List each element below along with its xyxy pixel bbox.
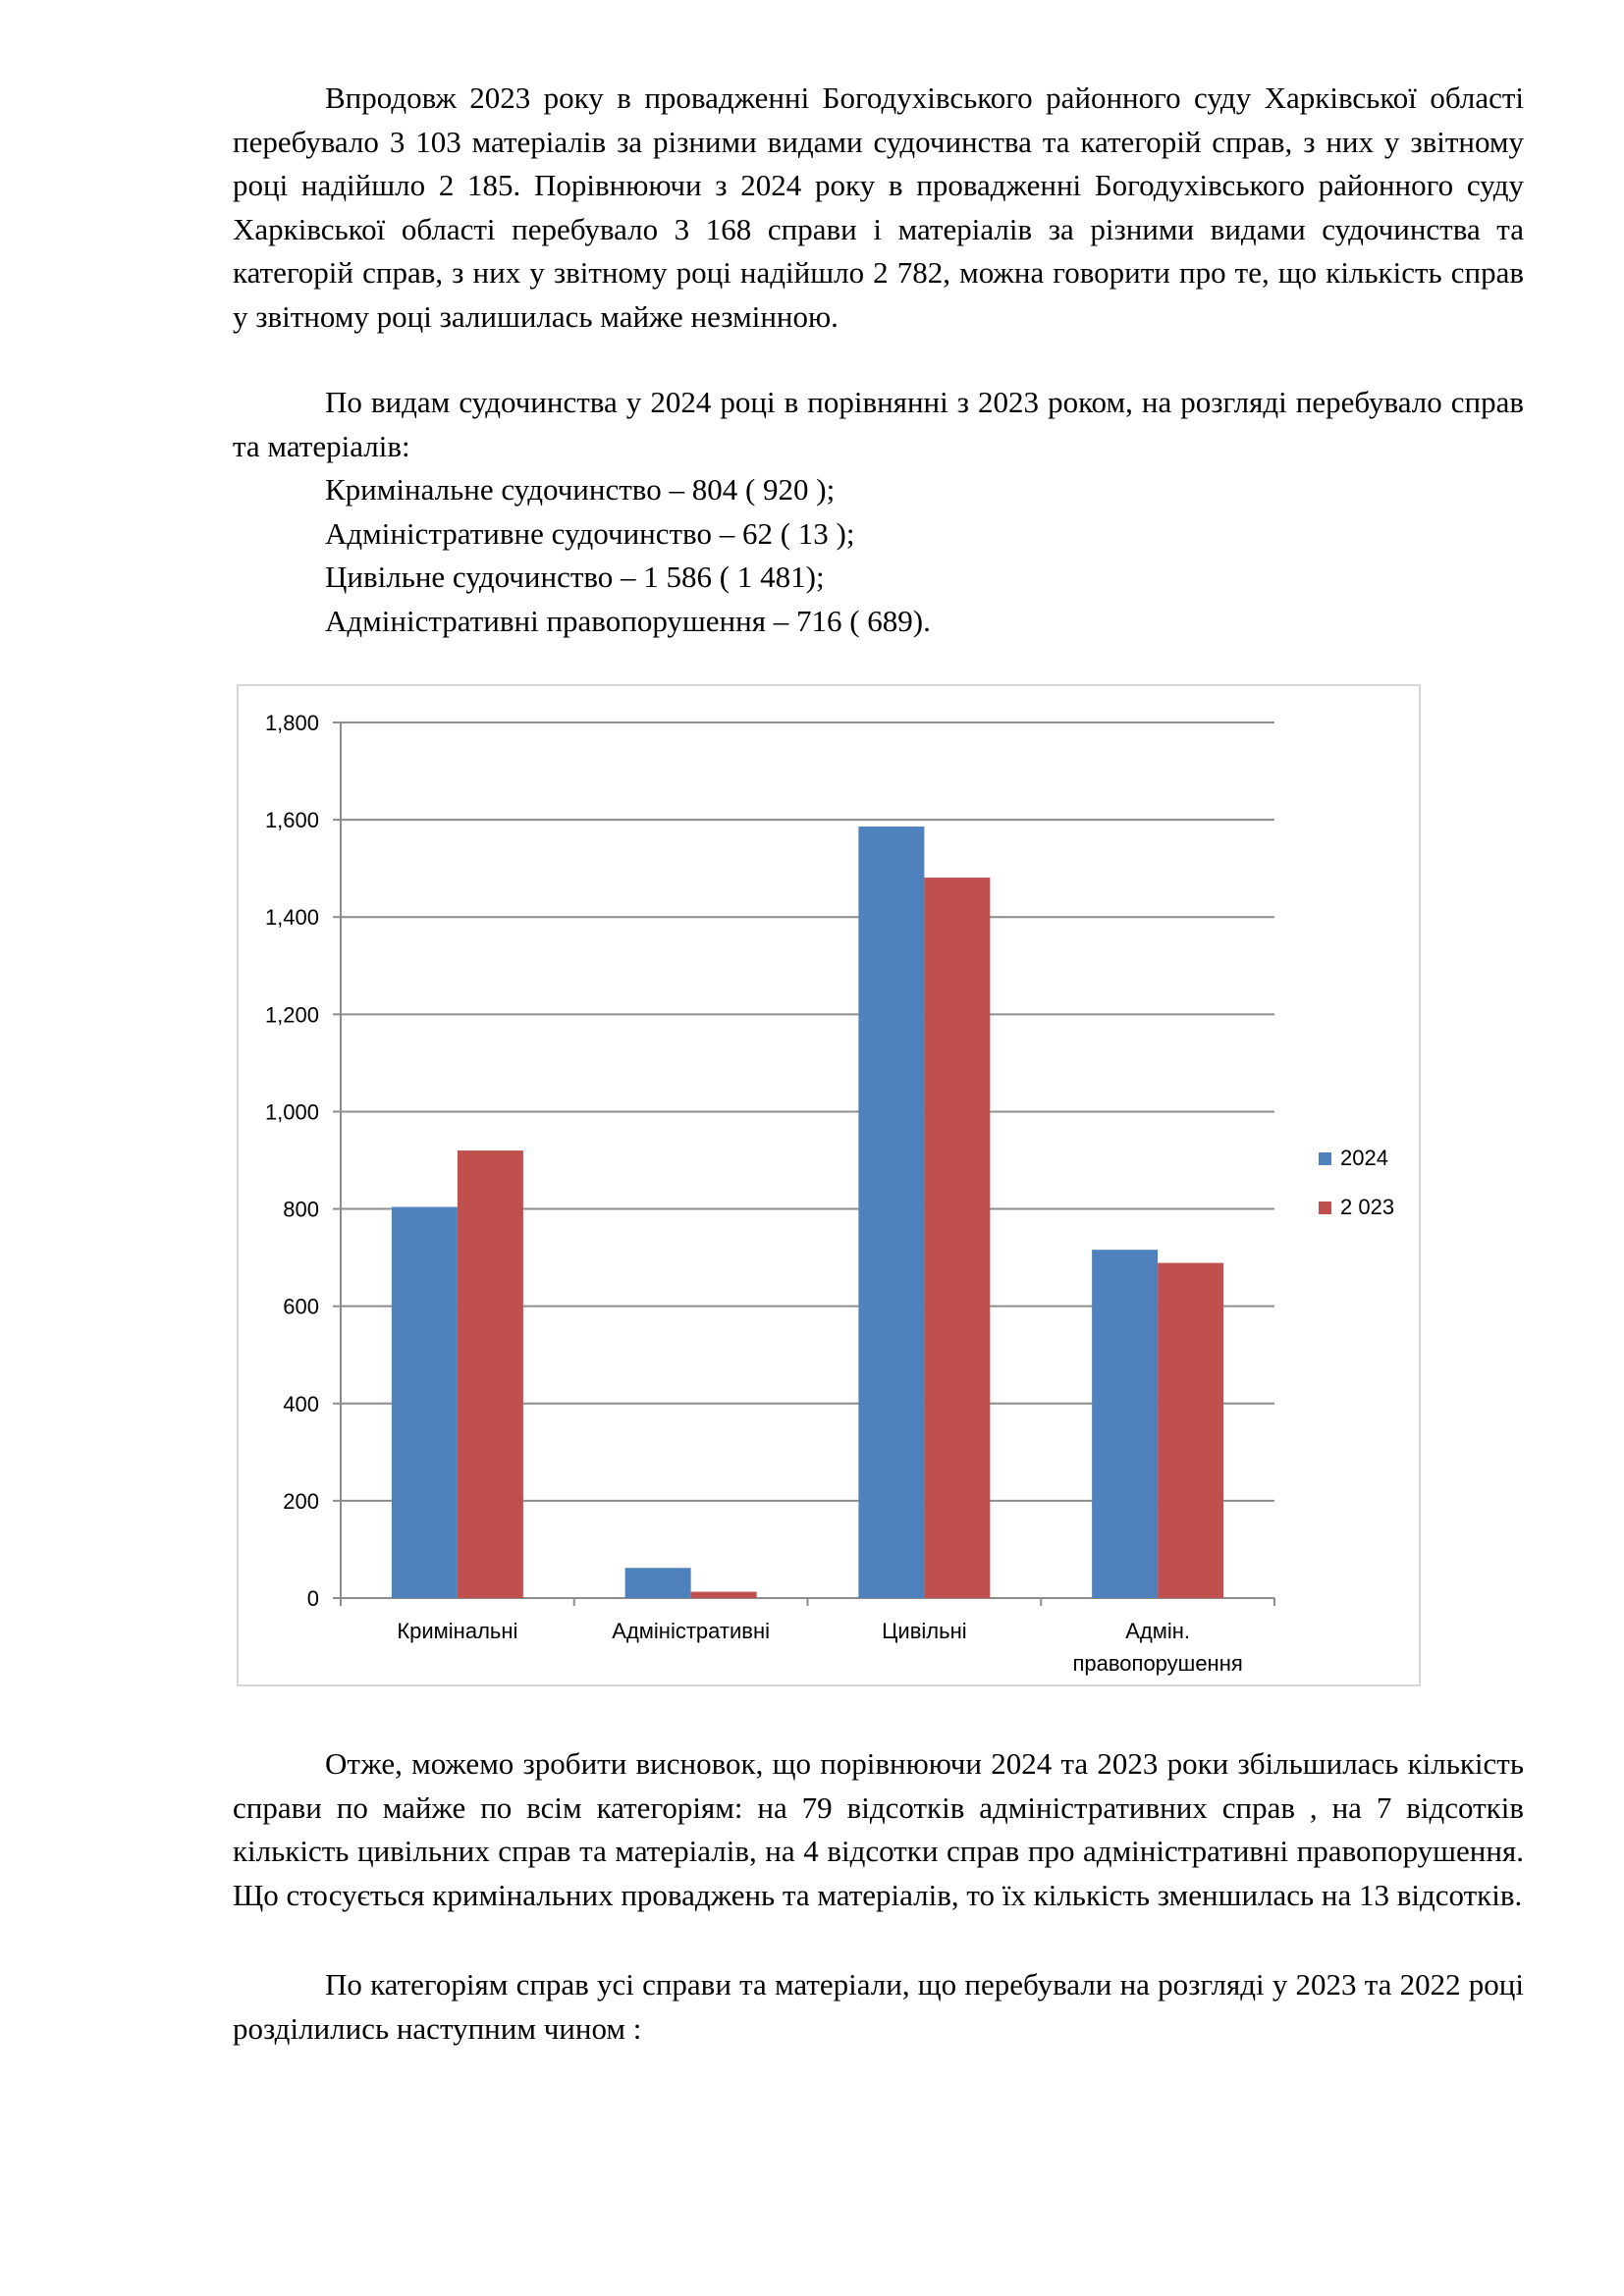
y-tick-label: 1,000 bbox=[264, 1099, 319, 1125]
conclusion-paragraph-text: Отже, можемо зробити висновок, що порівнюючи 2024 та 2023 роки збільшилась кількість справи по майже по всім категоріям: на 79 відсотків адміністративних справ , на 7 відсотків кількість цивільних справ та матеріалів, на 4 відсотки справ про адміністративні правопорушення. Що стосується кримінальних проваджень та матеріалів, то їх кількість зменшилась на 13 відсотків. bbox=[233, 1746, 1524, 1912]
legend-swatch bbox=[1319, 1152, 1331, 1165]
bar-2024-0 bbox=[392, 1207, 458, 1598]
list-item: Адміністративне судочинство – 62 ( 13 ); bbox=[325, 515, 855, 551]
bar-2023-3 bbox=[1158, 1263, 1223, 1598]
legend-swatch bbox=[1319, 1201, 1331, 1214]
proceedings-paragraph-text: По видам судочинства у 2024 році в порівнянні з 2023 роком, на розгляді перебувало справ та матеріалів: bbox=[233, 385, 1524, 463]
proceedings-list bbox=[325, 468, 931, 643]
conclusion-paragraph bbox=[233, 1742, 1524, 1917]
proceedings-paragraph bbox=[233, 381, 1524, 468]
bar-2024-2 bbox=[858, 827, 924, 1598]
category-label: Кримінальні bbox=[397, 1619, 518, 1643]
bar-2023-2 bbox=[924, 878, 990, 1598]
bar-2023-1 bbox=[691, 1592, 757, 1598]
bar-chart-svg bbox=[239, 686, 1423, 1688]
y-tick-label: 800 bbox=[283, 1197, 319, 1222]
y-tick-label: 0 bbox=[306, 1586, 319, 1611]
category-label: Адмін. bbox=[1125, 1619, 1191, 1643]
category-label: Цивільні bbox=[882, 1619, 967, 1643]
bar-2024-1 bbox=[625, 1568, 691, 1598]
list-item: Адміністративні правопорушення – 716 ( 689). bbox=[325, 603, 931, 638]
categories-paragraph-text: По категоріям справ усі справи та матеріали, що перебували на розгляді у 2023 та 2022 році розділились наступним чином : bbox=[233, 1967, 1524, 2046]
y-tick-label: 1,600 bbox=[264, 808, 319, 833]
y-tick-label: 400 bbox=[283, 1391, 319, 1416]
y-tick-label: 1,400 bbox=[264, 905, 319, 931]
bar-chart bbox=[237, 684, 1421, 1686]
y-tick-label: 1,200 bbox=[264, 1002, 319, 1028]
y-tick-label: 600 bbox=[283, 1294, 319, 1319]
legend-label: 2024 bbox=[1340, 1146, 1388, 1170]
list-item: Цивільне судочинство – 1 586 ( 1 481); bbox=[325, 560, 825, 594]
bar-2024-3 bbox=[1092, 1250, 1158, 1598]
legend-label: 2 023 bbox=[1340, 1195, 1395, 1219]
categories-paragraph bbox=[233, 1963, 1524, 2051]
y-tick-label: 1,800 bbox=[264, 711, 319, 735]
list-item: Кримінальне судочинство – 804 ( 920 ); bbox=[325, 472, 836, 507]
intro-paragraph-text: Впродовж 2023 року в провадженні Богодухівського районного суду Харківської області перебувало 3 103 матеріалів за різними видами судочинства та категорій справ, з них у звітному році надійшло 2 185. Порівнюючи з 2024 року в провадженні Богодухівського районного суду Харківської області перебувало 3 168 справи і матеріалів за різними видами судочинства та категорій справ, з них у звітному році надійшло 2 782, можна говорити про те, що кількість справ у звітному році залишилась майже незмінною. bbox=[233, 80, 1524, 334]
category-label: правопорушення bbox=[1072, 1651, 1243, 1676]
y-tick-label: 200 bbox=[283, 1488, 319, 1514]
intro-paragraph bbox=[233, 77, 1524, 339]
bar-2023-0 bbox=[458, 1150, 523, 1598]
category-label: Адміністративні bbox=[612, 1619, 770, 1643]
